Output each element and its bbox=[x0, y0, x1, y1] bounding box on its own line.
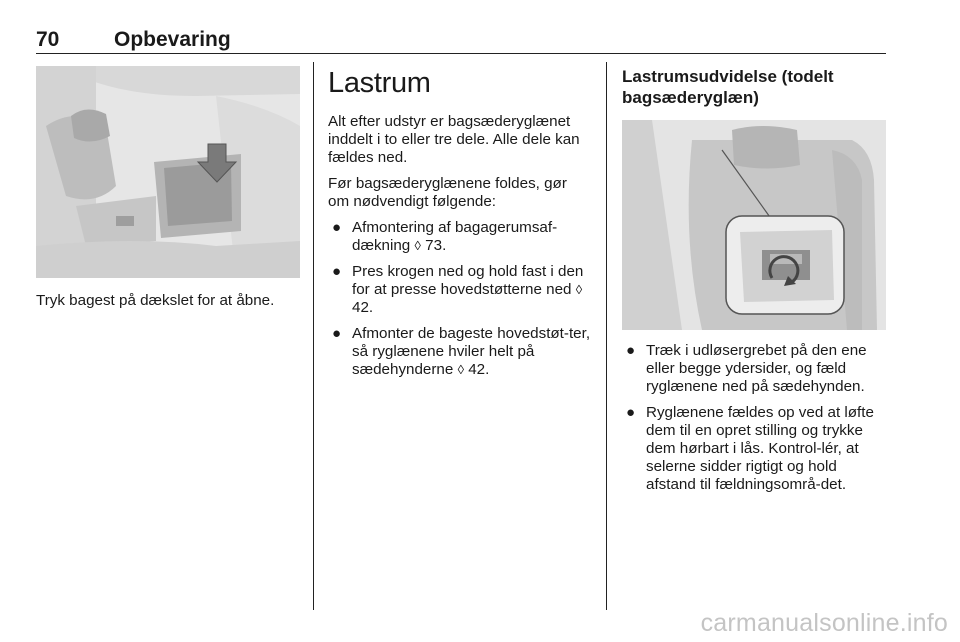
page-header bbox=[36, 24, 886, 54]
bullet-icon: ● bbox=[332, 219, 342, 236]
page-ref[interactable]: 42. bbox=[468, 361, 490, 378]
bullet-icon: ● bbox=[332, 325, 342, 342]
list-item-text: Ryglænene fældes op ved at løfte dem til en opret stilling og trykke dem hørbart i lås. Kontrol-lér, at selerne sidder rigtigt og hold afstand til fældningsområ-det. bbox=[646, 404, 874, 493]
column-divider-2 bbox=[606, 62, 607, 610]
page-ref-icon: ◊ bbox=[457, 362, 464, 377]
header-rule bbox=[36, 53, 886, 54]
fold-instructions-list bbox=[622, 342, 888, 494]
column-3 bbox=[622, 66, 888, 502]
column-1 bbox=[36, 66, 300, 310]
column-divider-1 bbox=[313, 62, 314, 610]
list-item-text: Pres krogen ned og hold fast i den for at presse hovedstøtterne ned bbox=[352, 263, 584, 298]
preparation-paragraph: Før bagsæderyglænene foldes, gør om nødvendigt følgende: bbox=[328, 175, 567, 210]
list-item bbox=[622, 342, 888, 396]
cargo-heading: Lastrum bbox=[328, 67, 431, 99]
list-item bbox=[328, 263, 592, 317]
watermark: carmanualsonline.info bbox=[700, 609, 948, 637]
bullet-icon: ● bbox=[626, 342, 636, 359]
page-ref[interactable]: 42. bbox=[352, 299, 374, 316]
column-2 bbox=[328, 66, 592, 387]
intro-paragraph: Alt efter udstyr er bagsæderyglænet inddelt i to eller tre dele. Alle dele kan fældes ned. bbox=[328, 113, 580, 166]
page-ref-icon: ◊ bbox=[575, 282, 583, 297]
list-item bbox=[328, 219, 592, 255]
list-item-text: Afmonter de bageste hovedstøt-ter, så ryglænene hviler helt på sædehynderne bbox=[352, 325, 591, 378]
rear-seat-release-illustration bbox=[622, 120, 886, 330]
center-console-storage-illustration bbox=[36, 66, 300, 278]
list-item bbox=[328, 325, 592, 379]
page-ref[interactable]: 73. bbox=[425, 237, 447, 254]
bullet-icon: ● bbox=[332, 263, 342, 280]
list-item bbox=[622, 404, 888, 494]
preparation-list bbox=[328, 219, 592, 379]
page-number: 70 bbox=[36, 28, 60, 51]
bullet-icon: ● bbox=[626, 404, 636, 421]
list-item-text: Afmontering af bagagerumsaf-dækning bbox=[352, 219, 558, 254]
page-ref-icon: ◊ bbox=[414, 238, 421, 253]
list-item-text: Træk i udløsergrebet på den ene eller begge ydersider, og fæld ryglænene ned på sædehynden. bbox=[646, 342, 867, 395]
section-title: Opbevaring bbox=[114, 28, 231, 51]
fold-seat-heading: Lastrumsudvidelse (todelt bagsæderyglæn) bbox=[622, 67, 834, 107]
figure-caption: Tryk bagest på dækslet for at åbne. bbox=[36, 292, 275, 309]
